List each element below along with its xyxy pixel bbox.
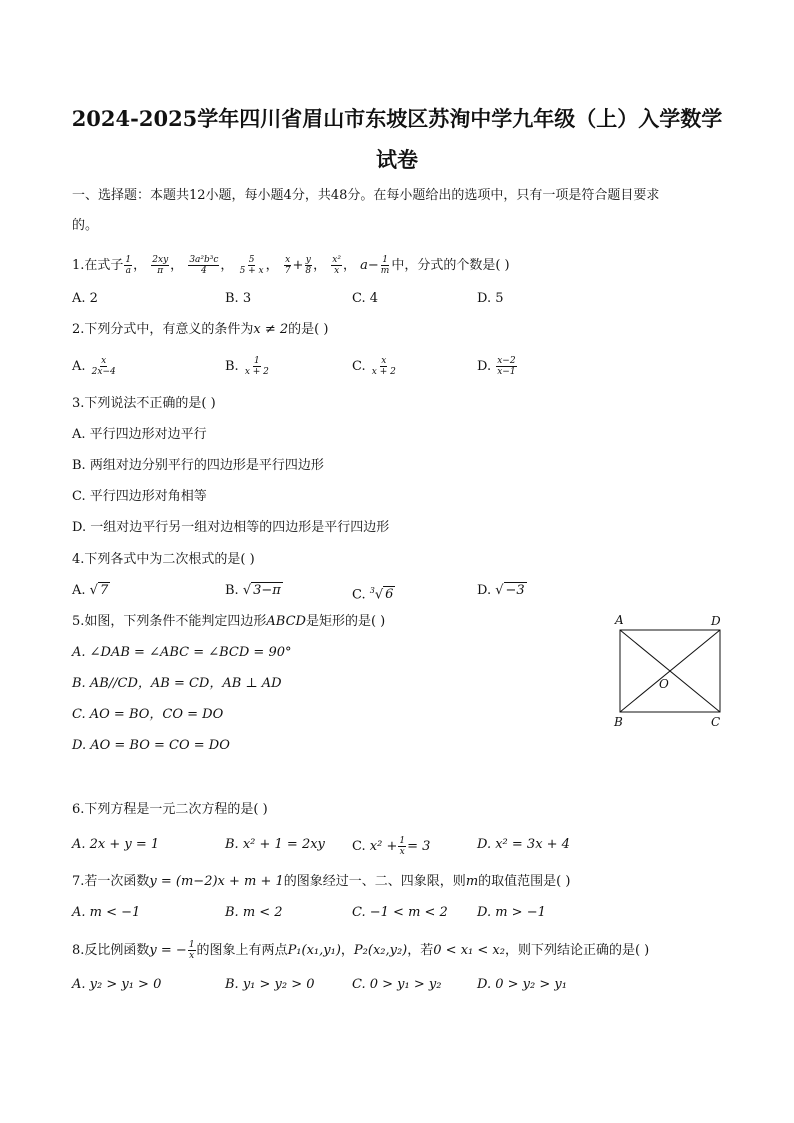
label-a: A [615,613,624,627]
q4-option-d: D. √ −3 [477,583,525,598]
q2-option-c: C. $\frac{x}{x + 2}$ [352,356,396,377]
q7-option-c: C. −1 < m < 2 [352,905,448,920]
q8-option-a: A. y₂ > y₁ > 0 [72,977,162,992]
q1-option-c: C. 4 [352,291,379,306]
q6-option-c: C. x² + $\frac{1}{x}$ = 3 [352,836,431,857]
q5-option-b: B. AB//CD，AB = CD，AB ⊥ AD [72,676,282,691]
q4-option-b: B. √ 3−π [225,583,281,598]
q2-option-b: B. $\frac{1}{x + 2}$ [225,356,269,377]
q3-option-d: D. 一组对边平行另一组对边相等的四边形是平行四边形 [72,520,390,535]
q4-option-a: A. √ 7 [72,583,109,598]
q8-option-c: C. 0 > y₁ > y₂ [352,977,442,992]
q3-option-b: B. 两组对边分别平行的四边形是平行四边形 [72,458,324,473]
question-5-stem: 5.如图，下列条件不能判定四边形ABCD是矩形的是( ) [72,614,386,629]
question-6-stem: 6.下列方程是一元二次方程的是( ) [72,802,268,817]
rectangle-figure [610,610,750,730]
q8-option-d: D. 0 > y₂ > y₁ [477,977,567,992]
q6-option-d: D. x² = 3x + 4 [477,837,570,852]
q6-option-a: A. 2x + y = 1 [72,837,160,852]
q2-option-d: D. $\frac{x-2}{x-1}$ [477,356,516,377]
question-8-stem: 8.反比例函数y = − $\frac{1}{x}$ 的图象上有两点P₁(x₁,y₁)，P₂(x₂,y₂)，若0 < x₁ < x₂，则下列结论正确的是( ) [72,940,650,961]
question-2-stem: 2.下列分式中，有意义的条件为x ≠ 2的是( ) [72,322,329,337]
question-1-stem: 1.在式子 $\frac{1}{a}$ ， $\frac{2xy}{\pi}$ ， $\frac{\text{3a²b³c}}{4}$ ， $\frac{5}{5 + x}$ ， $\frac{x}{7}$ + $\frac{y}{8}$ ， $\frac{\text{x²}}{x}$ ， a− $\frac{1}{m}$ 中，分式的个数是( ) [72,255,510,276]
q4-option-c: C. $^3$√ 6 [352,586,394,603]
q2-option-a: A. $\frac{x}{2x-4}$ [72,356,116,377]
question-7-stem: 7.若一次函数y = (m−2)x + m + 1的图象经过一、二、四象限，则m的取值范围是( ) [72,874,571,889]
label-d: D [711,614,721,628]
question-4-stem: 4.下列各式中为二次根式的是( ) [72,552,255,567]
q5-option-d: D. AO = BO = CO = DO [72,738,230,753]
label-b: B [614,715,623,729]
q1-option-b: B. 3 [225,291,252,306]
q7-option-a: A. m < −1 [72,905,141,920]
label-c: C [711,715,721,729]
q5-option-c: C. AO = BO，CO = DO [72,707,224,722]
q7-option-b: B. m < 2 [225,905,283,920]
question-3-stem: 3.下列说法不正确的是( ) [72,396,216,411]
q1-option-a: A. 2 [72,291,98,306]
label-o: O [659,677,669,691]
q6-option-b: B. x² + 1 = 2xy [225,837,325,852]
q3-option-c: C. 平行四边形对角相等 [72,489,207,504]
q7-option-d: D. m > −1 [477,905,546,920]
q8-option-b: B. y₁ > y₂ > 0 [225,977,315,992]
q5-option-a: A. ∠DAB = ∠ABC = ∠BCD = 90° [72,645,292,660]
page-title-line2: 试卷 [376,147,418,172]
section-heading-cont: 的。 [72,218,99,233]
section-heading: 一、选择题：本题共12小题，每小题4分，共48分。在每小题给出的选项中，只有一项是符合题目要求 [72,188,660,203]
q1-option-d: D. 5 [477,291,504,306]
page-title-line1: 2024-2025学年四川省眉山市东坡区苏洵中学九年级（上）入学数学 [71,106,723,131]
q3-option-a: A. 平行四边形对边平行 [72,427,207,442]
